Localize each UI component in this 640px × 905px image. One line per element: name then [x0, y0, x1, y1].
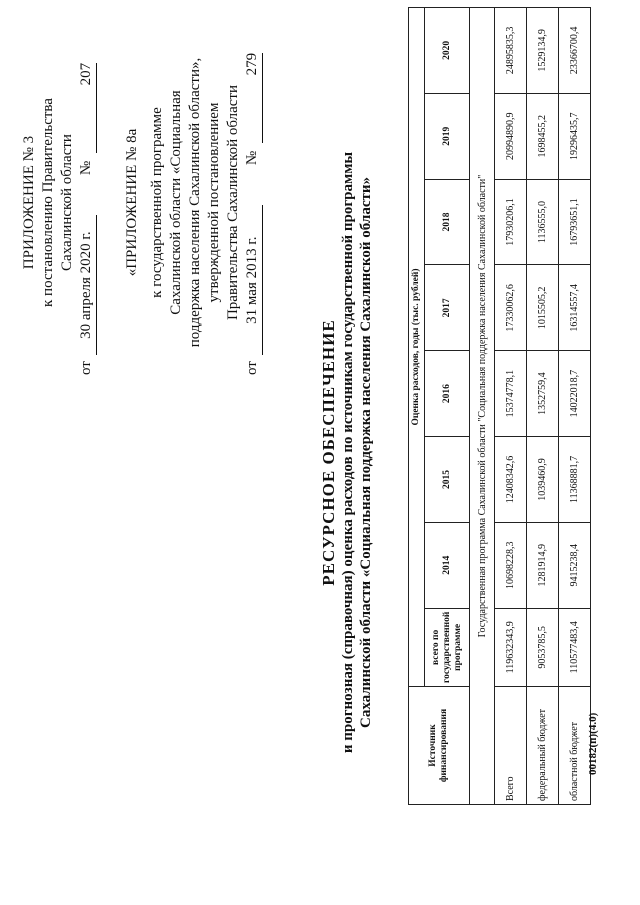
header-group: Оценка расходов, годы (тыс. рублей) [409, 8, 425, 687]
resource-table [408, 7, 591, 805]
table-row [470, 8, 495, 805]
annex-line: поддержка населения Сахалинской области», [187, 57, 203, 348]
approval-number: 207 [77, 63, 97, 153]
document-subtitle: и прогнозная (справочная) оценка расходов по источникам государственной программы [340, 151, 356, 754]
header-year: 2017 [425, 265, 470, 351]
annex-date: 31 мая 2013 г. [243, 205, 263, 355]
document-code: 00182(п)(4.0) [587, 712, 599, 775]
document-title: РЕСУРСНОЕ ОБЕСПЕЧЕНИЕ [319, 319, 338, 586]
annex-title: «ПРИЛОЖЕНИЕ № 8а [124, 128, 140, 277]
approval-stamp-block [20, 30, 263, 375]
table-row [527, 8, 559, 805]
row-value: 15374778,1 [495, 351, 527, 437]
row-value: 10698228,3 [495, 522, 527, 608]
header-year: 2016 [425, 351, 470, 437]
row-value: 1039460,9 [527, 437, 559, 523]
row-value: 17330062,6 [495, 265, 527, 351]
row-value: 1281914,9 [527, 522, 559, 608]
row-value: 9415238,4 [559, 522, 591, 608]
row-value: 1698455,2 [527, 93, 559, 179]
document-subtitle: Сахалинской области «Социальная поддержка населения Сахалинской области» [358, 177, 374, 728]
row-value: 1529134,9 [527, 8, 559, 94]
row-value: 20994890,9 [495, 93, 527, 179]
row-total: 9053785,5 [527, 608, 559, 686]
row-value: 16793651,1 [559, 179, 591, 265]
row-value: 16314557,4 [559, 265, 591, 351]
annex-number-label: № [244, 150, 260, 166]
row-source: областной бюджет [559, 687, 591, 805]
row-value: 14022018,7 [559, 351, 591, 437]
row-value: 24895835,3 [495, 8, 527, 94]
header-source: Источник финансирования [409, 687, 470, 805]
approval-date: 30 апреля 2020 г. [77, 215, 97, 355]
row-value: 11368881,7 [559, 437, 591, 523]
header-year: 2019 [425, 93, 470, 179]
annex-date-row [243, 30, 263, 375]
approval-line: Сахалинской области [59, 134, 75, 271]
row-value: 1136555,0 [527, 179, 559, 265]
header-year: 2020 [425, 8, 470, 94]
row-value: 17930206,1 [495, 179, 527, 265]
annex-line: Сахалинской области «Социальная [168, 90, 184, 315]
row-source: Всего [495, 687, 527, 805]
row-total: 119632343,9 [495, 608, 527, 686]
annex-date-prefix: от [244, 361, 260, 375]
header-year: 2018 [425, 179, 470, 265]
approval-date-prefix: от [78, 361, 94, 375]
approval-number-label: № [78, 160, 94, 176]
annex-line: к государственной программе [149, 107, 165, 298]
header-year: 2015 [425, 437, 470, 523]
row-value: 12408342,6 [495, 437, 527, 523]
approval-date-row [77, 30, 97, 375]
header-year: 2014 [425, 522, 470, 608]
annex-line: утвержденной постановлением [206, 102, 222, 303]
table-row [495, 8, 527, 805]
program-row-label: Государственная программа Сахалинской области "Социальная поддержка населения Сахалинской области" [470, 8, 495, 805]
row-value: 1352759,4 [527, 351, 559, 437]
annex-number: 279 [243, 53, 263, 143]
row-total: 110577483,4 [559, 608, 591, 686]
header-total: всего по государственной программе [425, 608, 470, 686]
row-value: 1015505,2 [527, 265, 559, 351]
document-heading [318, 20, 375, 885]
approval-line: к постановлению Правительства [40, 98, 56, 307]
row-source: федеральный бюджет [527, 687, 559, 805]
approval-title: ПРИЛОЖЕНИЕ № 3 [21, 135, 37, 270]
row-value: 19296435,7 [559, 93, 591, 179]
annex-line: Правительства Сахалинской области [225, 84, 241, 321]
row-value: 23366700,4 [559, 8, 591, 94]
table-row [559, 8, 591, 805]
